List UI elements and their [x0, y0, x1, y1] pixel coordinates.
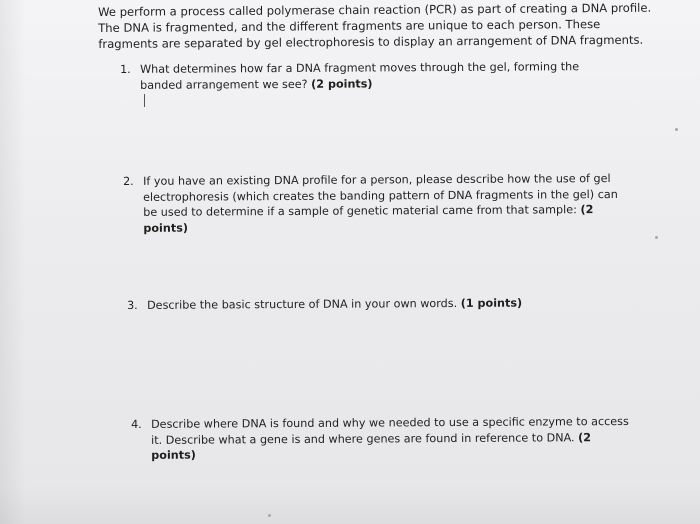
question-points: (2 points): [143, 203, 594, 235]
question-number: 4.: [131, 417, 142, 431]
question-text: If you have an existing DNA profile for a person, please describe how the use of gel electrophoresis (which creates the banding pattern of DNA fragments in the gel) can be used to determine if a sample of genetic material came from that sample:: [143, 172, 618, 219]
question-points: (2 points): [311, 76, 373, 91]
question-number: 3.: [127, 298, 138, 312]
question-body: [147, 295, 627, 313]
question-number: 1.: [120, 62, 131, 76]
question-points: (1 points): [460, 296, 523, 310]
page-shadow-bottom: [0, 484, 700, 524]
text-cursor: [144, 94, 145, 107]
paper-speck: [268, 514, 271, 517]
question-text: Describe the basic structure of DNA in your own words.: [147, 296, 458, 312]
question-body: [151, 414, 631, 463]
question-4: [131, 414, 631, 464]
question-2: [123, 171, 633, 236]
paper-speck: [655, 236, 658, 239]
question-number: 2.: [123, 174, 134, 188]
question-text: Describe where DNA is found and why we needed to use a specific enzyme to access it. Describe what a gene is and where genes are found in reference to DNA.: [151, 414, 629, 447]
question-body: [140, 59, 620, 93]
intro-paragraph: We perform a process called polymerase chain reaction (PCR) as part of creating a DNA profile. The DNA is fragmented, and the different fragments are unique to each person. These fragments are separated by gel electrophoresis to display an arrangement of DNA fragments.: [98, 0, 652, 51]
question-points: (2 points): [151, 430, 592, 462]
page-shadow-left: [0, 0, 26, 524]
question-text: What determines how far a DNA fragment moves through the gel, forming the banded arrangement we see?: [140, 60, 580, 92]
question-body: [143, 171, 633, 236]
paper-speck: [675, 128, 678, 131]
question-3: [127, 295, 627, 314]
question-1: [120, 59, 620, 93]
